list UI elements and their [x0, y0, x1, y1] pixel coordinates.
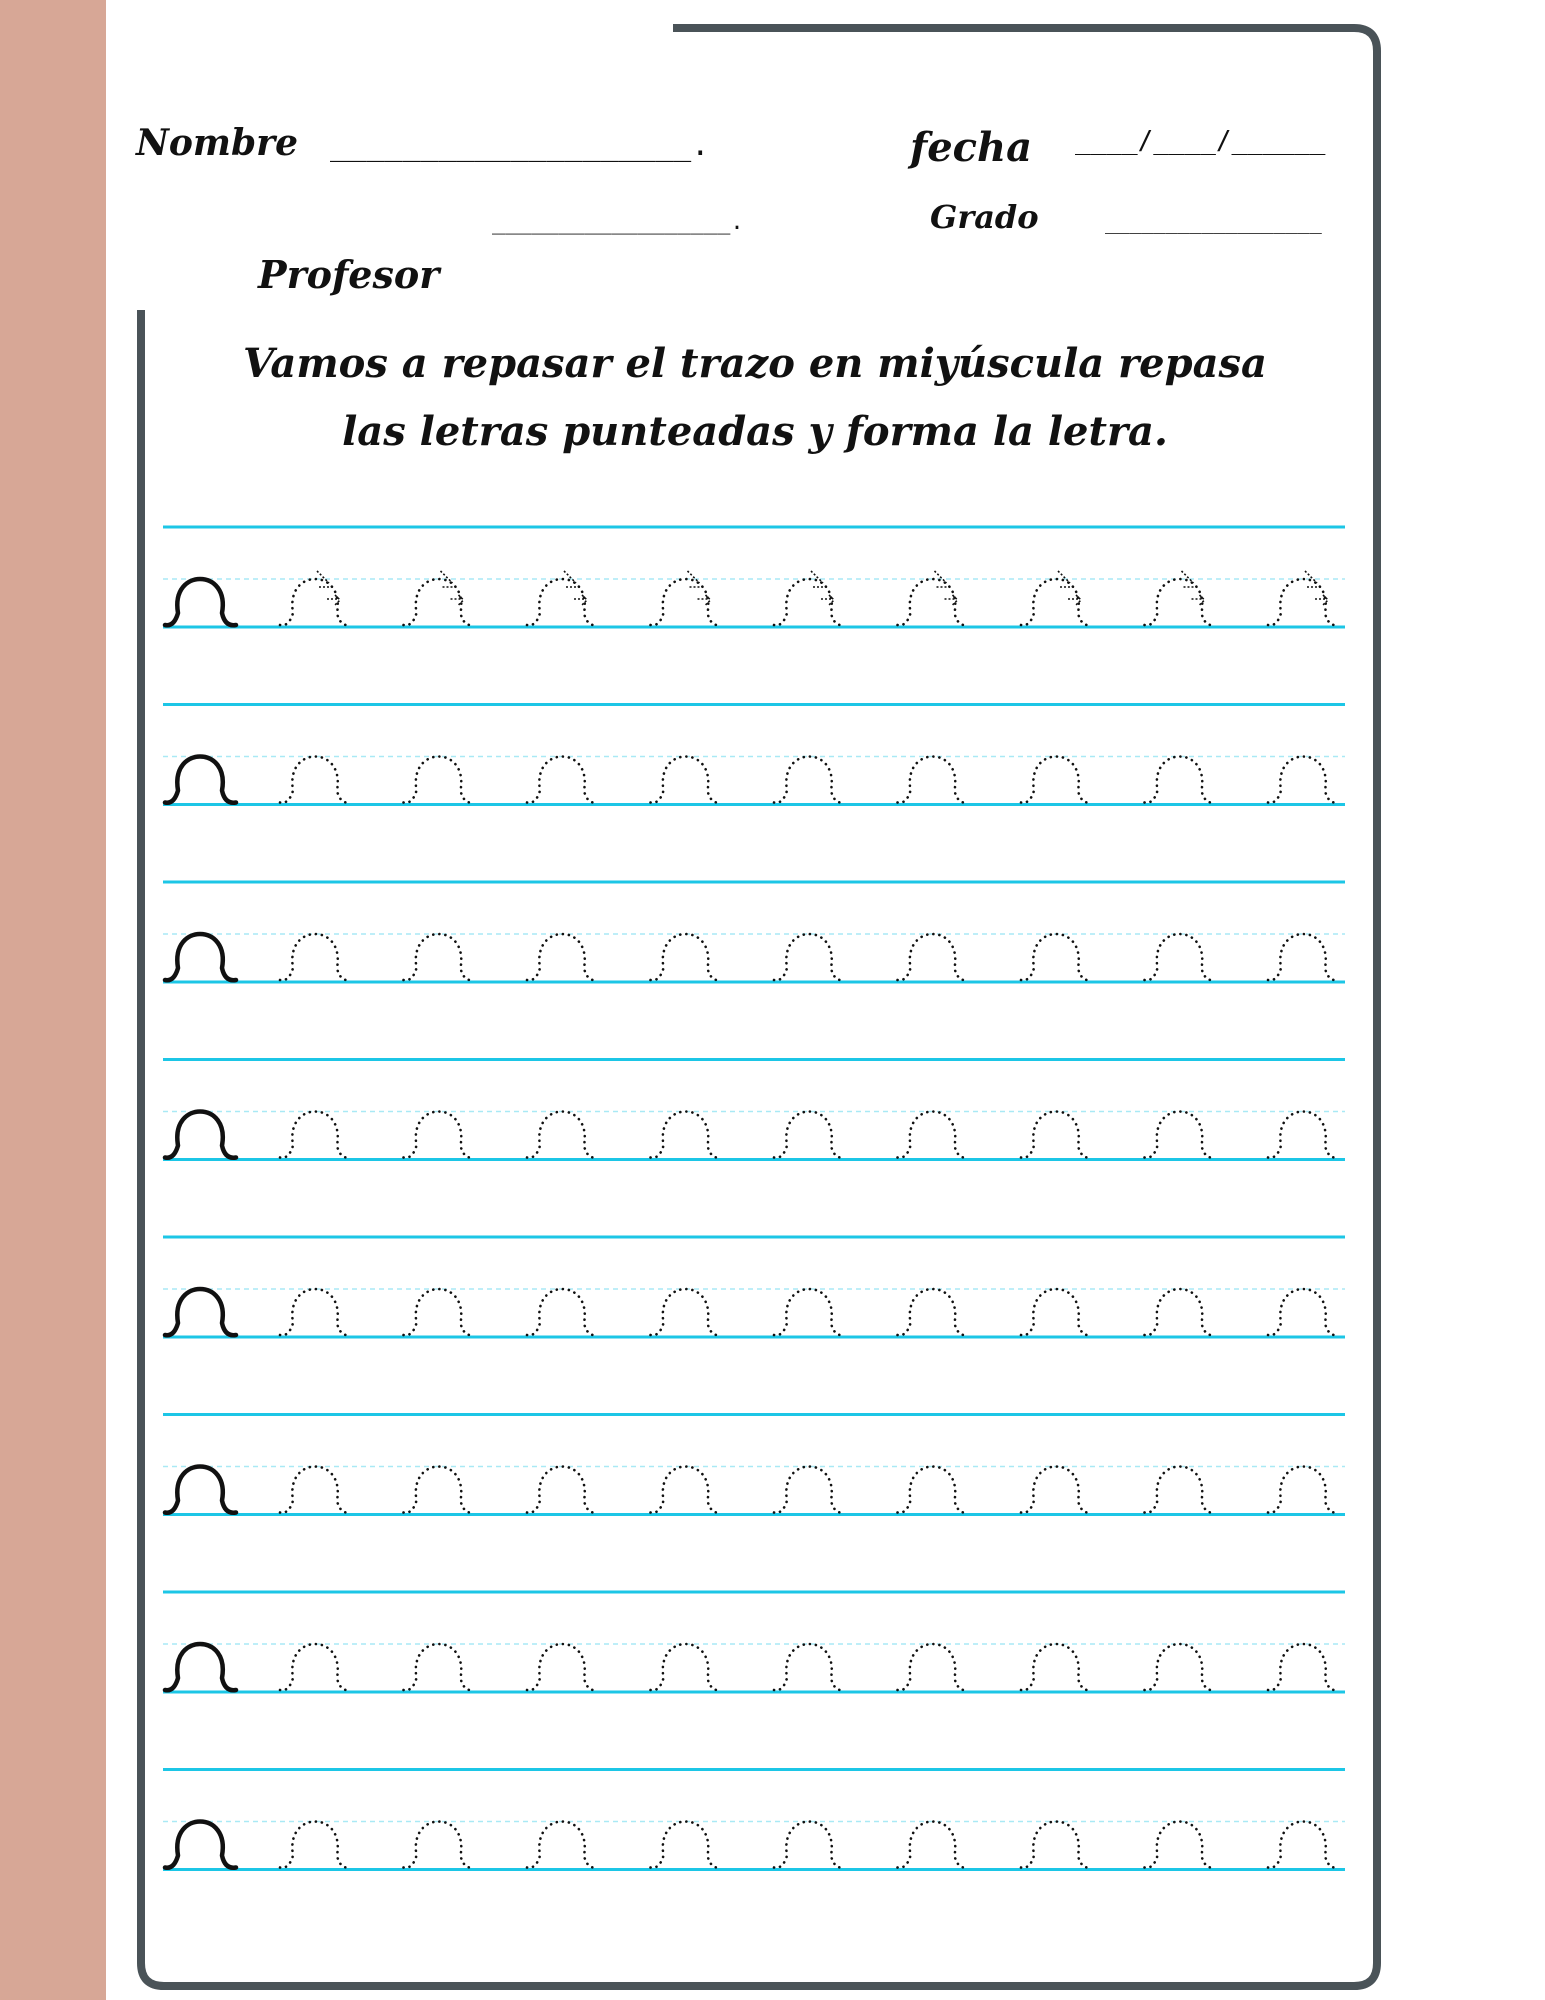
dotted-cursive-a-icon[interactable]	[898, 1467, 969, 1513]
dotted-cursive-a-icon[interactable]	[898, 757, 969, 803]
grade-field-right[interactable]: __________________	[1105, 210, 1322, 234]
practice-row	[163, 1770, 1345, 1870]
cursive-a-model-icon	[165, 1289, 236, 1335]
dotted-cursive-a-icon[interactable]	[527, 1644, 598, 1690]
cursive-a-model-icon	[165, 934, 236, 980]
date-field[interactable]: ____/____/______	[1075, 126, 1326, 156]
dotted-cursive-a-icon[interactable]	[898, 1822, 969, 1868]
dotted-cursive-a-icon[interactable]	[280, 934, 351, 980]
dotted-cursive-a-icon[interactable]	[1268, 1467, 1339, 1513]
practice-row	[163, 705, 1345, 805]
dotted-cursive-a-icon[interactable]	[774, 1644, 845, 1690]
dotted-cursive-a-icon[interactable]	[651, 1467, 722, 1513]
cursive-a-model-icon	[165, 579, 236, 625]
dotted-cursive-a-icon[interactable]	[1021, 1289, 1092, 1335]
dotted-cursive-a-icon[interactable]	[651, 1822, 722, 1868]
dotted-cursive-a-icon[interactable]	[898, 1644, 969, 1690]
dotted-cursive-a-icon[interactable]	[404, 1289, 475, 1335]
dotted-cursive-a-icon[interactable]	[774, 757, 845, 803]
dotted-cursive-a-icon[interactable]	[527, 1467, 598, 1513]
dotted-cursive-a-icon[interactable]	[651, 1289, 722, 1335]
dotted-cursive-a-icon[interactable]	[1021, 1822, 1092, 1868]
dotted-cursive-a-icon[interactable]	[774, 1467, 845, 1513]
dotted-cursive-a-icon[interactable]	[1021, 757, 1092, 803]
instructions-line-2: las letras punteadas y forma la letra.	[342, 408, 1168, 455]
dotted-cursive-a-icon[interactable]	[527, 757, 598, 803]
dotted-cursive-a-icon[interactable]	[774, 1822, 845, 1868]
practice-row	[163, 1592, 1345, 1692]
dotted-cursive-a-icon[interactable]	[898, 1112, 969, 1158]
instructions-line-1: Vamos a repasar el trazo en miyúscula repasa	[243, 340, 1267, 387]
grade-field-left[interactable]: __________________.	[492, 210, 744, 235]
dotted-cursive-a-icon[interactable]	[774, 934, 845, 980]
dotted-cursive-a-icon[interactable]	[651, 1112, 722, 1158]
dotted-cursive-a-icon[interactable]	[404, 934, 475, 980]
dotted-cursive-a-icon[interactable]	[1145, 1644, 1216, 1690]
dotted-cursive-a-icon[interactable]	[1268, 1289, 1339, 1335]
dotted-cursive-a-icon[interactable]	[404, 1822, 475, 1868]
cursive-a-model-icon	[165, 1644, 236, 1690]
dotted-cursive-a-icon[interactable]	[1021, 934, 1092, 980]
cursive-a-model-icon	[165, 1467, 236, 1513]
dotted-cursive-a-icon[interactable]	[404, 1644, 475, 1690]
grade-label: Grado	[930, 198, 1039, 236]
dotted-cursive-a-icon[interactable]	[1268, 1644, 1339, 1690]
dotted-cursive-a-icon[interactable]	[1145, 1289, 1216, 1335]
dotted-cursive-a-icon[interactable]	[1145, 934, 1216, 980]
practice-row	[163, 1237, 1345, 1337]
dotted-cursive-a-icon[interactable]	[527, 1112, 598, 1158]
dotted-cursive-a-icon[interactable]	[1268, 757, 1339, 803]
dotted-cursive-a-icon[interactable]	[404, 1112, 475, 1158]
dotted-cursive-a-icon[interactable]	[280, 1467, 351, 1513]
dotted-cursive-a-icon[interactable]	[1021, 1112, 1092, 1158]
dotted-cursive-a-icon[interactable]	[280, 1112, 351, 1158]
dotted-cursive-a-icon[interactable]	[651, 757, 722, 803]
dotted-cursive-a-icon[interactable]	[404, 1467, 475, 1513]
dotted-cursive-a-icon[interactable]	[527, 1822, 598, 1868]
dotted-cursive-a-icon[interactable]	[898, 1289, 969, 1335]
name-label: Nombre	[136, 122, 299, 164]
teacher-label: Profesor	[258, 252, 440, 297]
practice-row	[163, 527, 1345, 627]
dotted-cursive-a-icon[interactable]	[651, 1644, 722, 1690]
dotted-cursive-a-icon[interactable]	[1145, 1822, 1216, 1868]
dotted-cursive-a-icon[interactable]	[774, 1289, 845, 1335]
dotted-cursive-a-icon[interactable]	[527, 934, 598, 980]
dotted-cursive-a-icon[interactable]	[1268, 1112, 1339, 1158]
cursive-a-model-icon	[165, 757, 236, 803]
dotted-cursive-a-icon[interactable]	[1268, 934, 1339, 980]
dotted-cursive-a-icon[interactable]	[1268, 1822, 1339, 1868]
dotted-cursive-a-icon[interactable]	[404, 757, 475, 803]
dotted-cursive-a-icon[interactable]	[527, 1289, 598, 1335]
dotted-cursive-a-icon[interactable]	[280, 1644, 351, 1690]
cursive-a-model-icon	[165, 1822, 236, 1868]
practice-row	[163, 1415, 1345, 1515]
dotted-cursive-a-icon[interactable]	[1145, 1467, 1216, 1513]
dotted-cursive-a-icon[interactable]	[774, 1112, 845, 1158]
dotted-cursive-a-icon[interactable]	[651, 934, 722, 980]
name-field[interactable]: ____________________.	[330, 128, 710, 163]
practice-row	[163, 882, 1345, 982]
dotted-cursive-a-icon[interactable]	[280, 1289, 351, 1335]
dotted-cursive-a-icon[interactable]	[1021, 1644, 1092, 1690]
dotted-cursive-a-icon[interactable]	[280, 757, 351, 803]
dotted-cursive-a-icon[interactable]	[1021, 1467, 1092, 1513]
practice-row	[163, 1060, 1345, 1160]
dotted-cursive-a-icon[interactable]	[898, 934, 969, 980]
cursive-a-model-icon	[165, 1112, 236, 1158]
date-label: fecha	[910, 124, 1033, 171]
dotted-cursive-a-icon[interactable]	[280, 1822, 351, 1868]
dotted-cursive-a-icon[interactable]	[1145, 1112, 1216, 1158]
dotted-cursive-a-icon[interactable]	[1145, 757, 1216, 803]
